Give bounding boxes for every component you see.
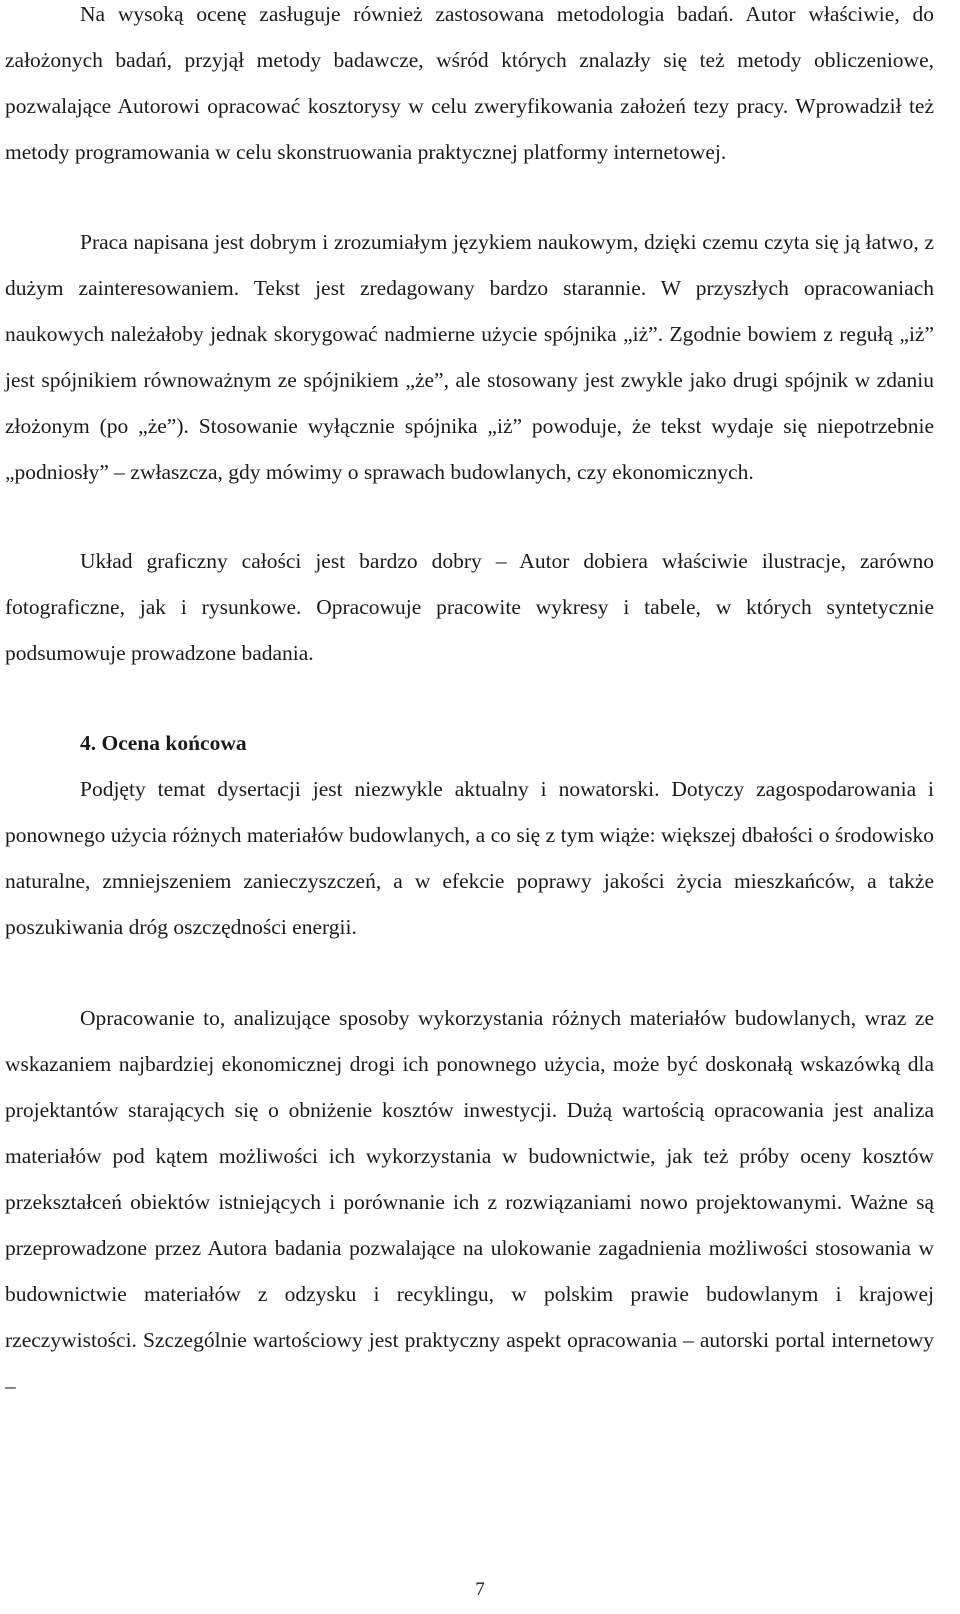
paragraph-final-assessment: Podjęty temat dysertacji jest niezwykle aktualny i nowatorski. Dotyczy zagospodarowania i ponownego użycia różnych materiałów budowlanych, a co się z tym wiąże: większej dbałości o środowisko naturalne, zmniejszeniem zanieczyszczeń, a w efekcie poprawy jakości życia mieszkańców, a także poszukiwania dróg oszczędności energii. <box>5 777 934 939</box>
paragraph-language: Praca napisana jest dobrym i zrozumiałym językiem naukowym, dzięki czemu czyta się ją łatwo, z dużym zainteresowaniem. Tekst jest zredagowany bardzo starannie. W przyszłych opracowaniach naukowych należałoby jednak skorygować nadmierne użycie spójnika „iż”. Zgodnie bowiem z regułą „iż” jest spójnikiem równoważnym ze spójnikiem „że”, ale stosowany jest zwykle jako drugi spójnik w zdaniu złożonym (po „że”). Stosowanie wyłącznie spójnika „iż” powoduje, że tekst wydaje się niepotrzebnie „podniosły” – zwłaszcza, gdy mówimy o sprawach budowlanych, czy ekonomicznych. <box>5 230 934 484</box>
section-heading: 4. Ocena końcowa <box>80 731 247 755</box>
page-number: 7 <box>475 1579 485 1600</box>
paragraph-methodology: Na wysoką ocenę zasługuje również zastosowana metodologia badań. Autor właściwie, do założonych badań, przyjął metody badawcze, wśród których znalazły się też metody obliczeniowe, pozwalające Autorowi opracować kosztorysy w celu zweryfikowania założeń tezy pracy. Wprowadził też metody programowania w celu skonstruowania praktycznej platformy internetowej. <box>5 2 934 164</box>
paragraph-layout: Układ graficzny całości jest bardzo dobry – Autor dobiera właściwie ilustracje, zarówno fotograficzne, jak i rysunkowe. Opracowuje pracowite wykresy i tabele, w których syntetycznie podsumowuje prowadzone badania. <box>5 549 934 665</box>
paragraph-study-value: Opracowanie to, analizujące sposoby wykorzystania różnych materiałów budowlanych, wraz ze wskazaniem najbardziej ekonomicznej drogi ich ponownego użycia, może być doskonałą wskazówką dla projektantów starających się o obniżenie kosztów inwestycji. Dużą wartością opracowania jest analiza materiałów pod kątem możliwości ich wykorzystania w budownictwie, jak też próby oceny kosztów przekształceń obiektów istniejących i porównanie ich z rozwiązaniami nowo projektowanymi. Ważne są przeprowadzone przez Autora badania pozwalające na ulokowanie zagadnienia możliwości stosowania w budownictwie materiałów z odzysku i recyklingu, w polskim prawie budowlanym i krajowej rzeczywistości. Szczególnie wartościowy jest praktyczny aspekt opracowania – autorski portal internetowy – <box>5 1006 934 1398</box>
